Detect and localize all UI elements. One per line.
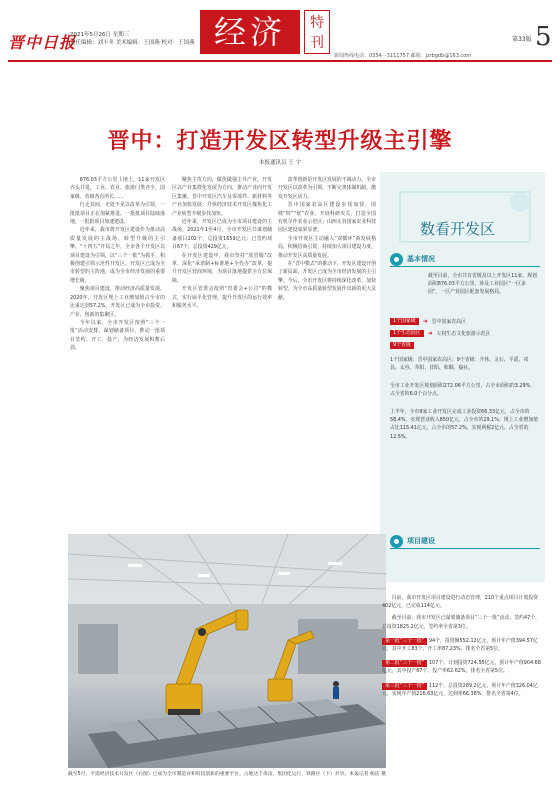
- arrow-icon: ➜: [427, 330, 433, 337]
- article-headline: 晋中：打造开发区转型升级主引擎: [107, 129, 453, 154]
- section-label: 基本情况: [407, 255, 435, 263]
- contact-line: 新闻热线电话：0354－3111757 邮箱：jzrbgdb@163.com: [334, 53, 472, 59]
- photo-caption: 截至5月，平遥经济技术开发区（右图）已成为全市制造业和科技创新的重要平台。占地达千余亩，集团化运行，铁路区（下）共享。本报记者 杨洁 摄: [68, 772, 386, 777]
- article-column-2: [172, 176, 272, 556]
- paragraph: 在“晋中模式”的推动下，开发区建设开创了新局面，开发区已成为全市经济发展的主引擎。今后，全市开发区将持续深化改革，加快转型，为全市高质量转型发展作出新的更大贡献。: [278, 261, 376, 301]
- tag-label: 9个省级: [390, 342, 414, 349]
- paragraph: 全市开发区主动融入“双循环”新发展格局，积极招商引资，持续加大项目建设力度，推动开发区高质量发展。: [278, 235, 376, 259]
- article-column-1: [70, 176, 165, 556]
- paragraph: 截至目前，我市开发区已谋划储备项目“三个一批”活动，签约47个，总投资1825.2亿元，签约率全省第3位。: [382, 615, 541, 630]
- section-project-building: [390, 534, 435, 548]
- date-line: 2021年5月26日 星期三: [70, 32, 130, 38]
- paragraph: 聚焦主攻方向，做优做强主导产业。开发区以产业集群化发展为方向，推动产业向开发区集聚。晋中开发区汽车及零部件、新材料等产业加快发展；介休经济技术开发区煤焦化工产业转型升级步伐加快。: [172, 177, 272, 217]
- sidebar-title: 数看开发区: [420, 220, 496, 238]
- batch-text: 94个，投资额552.12亿元，预计年产值394.57亿元，其中开工83个，开工率87.23%，排名全省第5位。: [382, 637, 538, 653]
- batch-text: 107个，计划投资724.95亿元，预计年产值904.68亿元，其中投产67个，投产率62.62%，排名全省第5位。: [382, 660, 541, 675]
- bullet-icon: [390, 253, 403, 266]
- tag-desc: 晋中国家农高区: [431, 319, 466, 325]
- paragraph: 今年以来，全市开发区按照“三个一批”活动安排，谋划储备项目，推动一批项目签约、开工、投产，为经济发展积蓄后劲。: [70, 319, 165, 352]
- paragraph: 行走其间，无处不见以改革为引领，一批批项目正在加紧推进，一批批项目陆续落地，一批批项目加速建设。: [70, 202, 165, 226]
- article-column-3: [278, 176, 376, 556]
- masthead-divider: [8, 60, 552, 62]
- paragraph: 改革创新是开发区发展的不竭动力。全市开发区以改革为引领，不断完善体制机制，激发开发区活力。: [278, 177, 376, 200]
- section-rule: [390, 266, 540, 267]
- batch-tag: 第一批“三个一批”: [382, 638, 427, 645]
- section-rule: [390, 548, 540, 549]
- paragraph: 876.03平方公里土地上，11家开发区齐头并进，工业、农业、旅游门类齐全，国家级、省级各有所长……: [70, 177, 165, 200]
- newspaper-logo: 晋中日报: [8, 33, 77, 52]
- batch-tag: 第三批“三个一批”: [382, 683, 427, 690]
- arrow-icon: ➜: [422, 318, 428, 325]
- masthead: [0, 0, 560, 64]
- section-label: 项目建设: [407, 537, 435, 545]
- page-number: 5: [535, 22, 552, 52]
- project-section-text: [382, 594, 542, 698]
- paragraph: 晋中国家农高区建设步伐加快，围绕“特”“优”农业，开展科研攻关，打造全国有机旱作农业示范区；山西太谷国家农业科技园区建设成果显著。: [278, 202, 376, 234]
- paragraph: 近年来，我市将开发区建设作为推动高质量发展的主战场、转型升级的主引擎，“十四五”开局之年，全市各个开发区以项目建设为引领，以“三个一批”为抓手，积极创建引领示范性开发区。开发区已成为全市转型的主阵地，成为全市经济发展的重要增长极。: [70, 227, 165, 284]
- batch-tag: 第二批“三个一批”: [382, 660, 427, 667]
- data-sidebar: [380, 172, 545, 582]
- bullet-icon: [390, 535, 403, 548]
- batch-text: 112个，总投资289.2亿元，预计年产值326.04亿元，实现年产值216.63亿元，达到率66.38%，排名全省第4位。: [382, 682, 538, 697]
- basic-para-2: 全市工业开发区规划面积272.06平方公里，占全市面积的3.29%，占全省的6.0个百分点。: [390, 383, 536, 398]
- issue-info: [70, 31, 195, 47]
- paragraph: 在开发区建设中，我市坚持“放管服”改革，深化“承诺制+标准地+全代办”改革，提升开发区营商环境，为项目落地提供全方位保障。: [172, 252, 272, 284]
- basic-para-1: 1个国家级：晋中国家农高区；9个省级：介休、灵石、平遥、祁县、太谷、寿阳、昔阳、和顺、榆社。: [390, 357, 529, 372]
- editor-line: 责任编辑：刘丰冬 美术编辑：王国燕 校对：王国燕: [70, 40, 195, 46]
- batch-row: [382, 682, 542, 698]
- paragraph: 开发区管委会按照“管委会+公司”的模式，实行扁平化管理，提升开发区的运行效率和服务水平。: [172, 286, 272, 310]
- article-byline: 本报通讯员 王 宇: [259, 160, 301, 166]
- factory-photo: [68, 534, 386, 768]
- tag-row: [390, 342, 414, 349]
- batch-row: [382, 637, 542, 653]
- page-label: 第33版: [512, 36, 532, 43]
- tag-row: [390, 330, 490, 337]
- section-basic-info: [390, 252, 435, 266]
- basic-intro: 截至目前，全市共有省级及以上开发区11家，规划面积876.03平方公里，涉及工业园区“一区多园”，一区产业园区配套发展格局。: [428, 273, 537, 296]
- factory-illustration: [68, 534, 386, 768]
- tag-label: 1个国家级: [390, 318, 419, 325]
- tag-row: [390, 318, 466, 325]
- basic-para-3: 上半年，全市9家工业开发区完成工业投资66.33亿元，占全市的58.4%，实现营业收入850亿元，占全市的29.1%；规上工业增加值占比115.41亿元，占全市的57.2%，实现利税2亿元，占全省的12.5%。: [390, 409, 539, 440]
- tag-label: 1个生态园区: [390, 330, 424, 337]
- tag-desc: 左权生态文化旅游示范区: [436, 331, 491, 337]
- section-subtitle: 特刊: [304, 10, 330, 54]
- batch-row: [382, 659, 542, 675]
- section-title: 经济: [200, 10, 300, 54]
- paragraph: 聚焦项目建设，推动经济高质量发展。2020年，开发区规上工业增加值占全市的比重达到57.2%，开发区已成为全市投资、产业、创新的集聚区。: [70, 286, 165, 318]
- paragraph: 目前，我市开发区项目建设进行动态管理，210个重点项目计划投资402亿元，已完成114亿元。: [382, 595, 539, 610]
- paragraph: 近年来，开发区已成为全市项目建设的主战场。2021年1至4月，全市开发区共谋划储备项目202个，总投资1659亿元；已签约项目67个，总投资429亿元。: [172, 219, 272, 251]
